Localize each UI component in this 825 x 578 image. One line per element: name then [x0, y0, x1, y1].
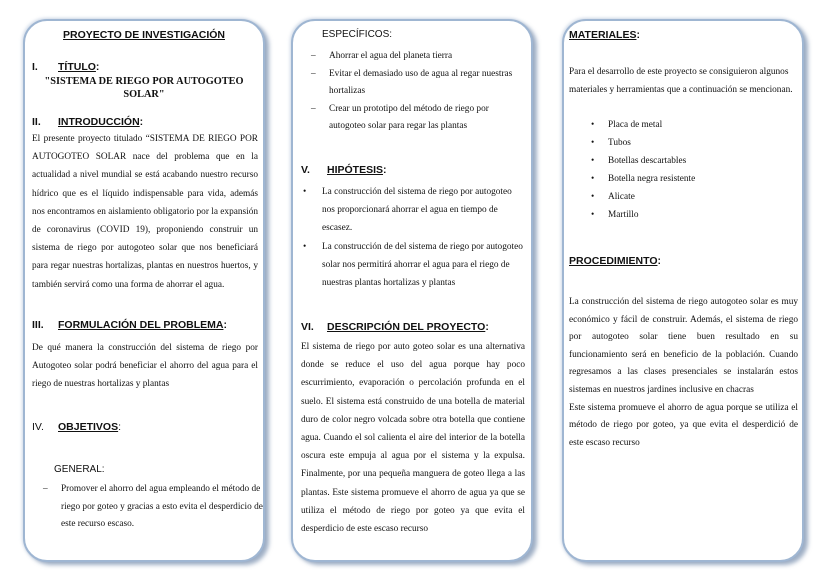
material-item: [589, 152, 789, 170]
item-text: Evitar el demasiado uso de agua al regar nuestras hortalizas: [329, 68, 513, 97]
item-text: La construcción de del sistema de riego por autogoteo solar nos permitirá ahorrar el agua para el riego de nuestras plantas hortalizas y plantas: [322, 241, 523, 289]
item-text: Ahorrar el agua del planeta tierra: [329, 51, 453, 61]
general-item-text: Promover el ahorro del agua empleando el método de riego por goteo y gracias a esto evita el desperdicio de este recurso escaso.: [61, 484, 263, 529]
material-item: [589, 170, 789, 188]
especificos-item: [309, 66, 521, 101]
bullet-marker: •: [591, 120, 595, 130]
colon: :: [383, 164, 387, 176]
bullet-marker: •: [303, 241, 307, 252]
item-text: Crear un prototipo del método de riego por autogoteo solar para regar las plantas: [329, 103, 489, 132]
dash-marker: –: [311, 68, 316, 79]
formulacion-text: De qué manera la construcción del sistema de riego por Autogoteo solar podrá beneficiar el ahorro del agua para el riego de nuestras hortalizas y plantas: [32, 343, 258, 390]
section-number: VI.: [301, 321, 314, 333]
procedimiento-text: [569, 294, 798, 452]
panel-right: [562, 19, 804, 562]
especificos-label: ESPECÍFICOS:: [322, 29, 393, 40]
item-text: Tubos: [608, 138, 631, 148]
hipotesis-item: [301, 238, 523, 293]
section-procedimiento-heading: [569, 255, 661, 267]
section-number: IV.: [32, 421, 44, 433]
hipotesis-list: [301, 183, 523, 292]
section-label: FORMULACIÓN DEL PROBLEMA: [58, 319, 224, 331]
especificos-list: [309, 48, 521, 136]
bullet-marker: •: [591, 192, 595, 202]
item-text: Botella negra resistente: [608, 174, 696, 184]
introduccion-text: El presente proyecto titulado “SISTEMA DE RIEGO POR AUTOGOTEO SOLAR nace del problema que en la actualidad a nivel mundial se está acabando nuestro recurso hídrico que es el líquido indispensable para vida, además nos encontramos en aislamiento obligatorio por la expansión de coronavirus (COVID 19), proponiendo construir un sistema de riego por autogoteo solar que nos beneficiará para regar nuestras hortalizas, plantas en nuestros huertos, y también servirá como una forma de ahorrar el agua.: [32, 134, 258, 290]
section-descripcion-heading: [301, 321, 489, 333]
panel-left: [23, 19, 265, 562]
project-title: [25, 75, 263, 101]
colon: :: [139, 116, 144, 128]
procedimiento-paragraph-2: Este sistema promueve el ahorro de agua porque se utiliza el método de riego por goteo, ya que evita el desperdició de este escaso recurso: [569, 402, 798, 448]
procedimiento-paragraph-1: La construcción del sistema de riego autogoteo solar es muy económico y fácil de construir. Además, el sistema de riego por autogoteo solar tiene buen resultado en su funcionamiento será en beneficio de la población. Cuando regresamos a las clases presenciales se instalarán estos sistemas en nuestros jardines inclusive en chacras: [569, 297, 798, 395]
item-text: Botellas descartables: [608, 156, 687, 166]
section-label: DESCRIPCIÓN DEL PROYECTO: [327, 321, 486, 333]
section-number: V.: [301, 164, 310, 176]
bullet-marker: •: [303, 187, 307, 197]
section-label: TÍTULO: [58, 61, 96, 73]
bullet-marker: •: [591, 174, 595, 184]
section-objetivos-heading: [32, 421, 121, 433]
item-text: Martillo: [608, 210, 639, 220]
hipotesis-item: [301, 183, 523, 238]
materiales-list: [589, 116, 789, 224]
material-item: [589, 134, 789, 152]
bullet-marker: •: [591, 156, 595, 166]
section-titulo-heading: [32, 61, 99, 73]
general-label: GENERAL:: [54, 464, 105, 475]
section-materiales-heading: [569, 29, 640, 41]
section-label: PROCEDIMIENTO: [569, 255, 658, 267]
section-number: I.: [32, 61, 38, 73]
colon: :: [657, 255, 661, 267]
section-label: MATERIALES: [569, 29, 637, 41]
general-item: [41, 481, 271, 534]
material-item: [589, 116, 789, 134]
bullet-marker: •: [591, 138, 595, 148]
especificos-item: [309, 101, 521, 136]
section-introduccion-heading: [32, 116, 143, 128]
section-number: III.: [32, 319, 44, 331]
especificos-item: [309, 48, 521, 66]
colon: :: [485, 321, 489, 333]
section-label: INTRODUCCIÓN: [58, 116, 140, 128]
material-item: [589, 188, 789, 206]
colon: :: [636, 29, 640, 41]
colon: :: [118, 421, 122, 433]
project-title-line1: "SISTEMA DE RIEGO POR AUTOGOTEO: [44, 76, 244, 87]
dash-marker: –: [311, 51, 316, 61]
bullet-marker: •: [591, 210, 595, 220]
section-number: II.: [32, 116, 41, 128]
dash-marker: –: [43, 484, 48, 494]
colon: :: [95, 61, 100, 73]
item-text: Placa de metal: [608, 120, 663, 130]
project-title-line2: SOLAR": [123, 89, 165, 100]
item-text: Alicate: [608, 192, 635, 202]
colon: :: [223, 319, 227, 331]
descripcion-text: El sistema de riego por auto goteo solar es una alternativa donde se reduce el uso del agua porque hay poco escurrimiento, evaporación o percolación profunda en el suelo. El sistema está construido de una botella de material duro de color negro volcada sobre otra botella que contiene agua. Cuando el sol calienta el aire del interior de la botella oscura este empuja al agua por el sistema y la expulsa. Finalmente, por una pequeña manguera de goteo llega a las plantas. Este sistema promueve el ahorro de agua ya que se utiliza el método de riego por goteo ya que evita el desperdicio de este escaso recurso: [301, 342, 525, 535]
section-hipotesis-heading: [301, 164, 387, 176]
section-label: HIPÓTESIS: [327, 164, 384, 176]
section-label: OBJETIVOS: [58, 421, 119, 433]
dash-marker: –: [311, 103, 316, 114]
document-header: PROYECTO DE INVESTIGACIÓN: [63, 29, 225, 41]
panel-middle: [291, 19, 533, 562]
item-text: La construcción del sistema de riego por autogoteo nos proporcionará ahorrar el agua en tiempo de escasez.: [322, 187, 512, 234]
section-formulacion-heading: [32, 319, 227, 331]
materiales-intro: Para el desarrollo de este proyecto se consiguieron algunos materiales y herramientas que a continuación se mencionan.: [569, 67, 793, 95]
material-item: [589, 206, 789, 224]
